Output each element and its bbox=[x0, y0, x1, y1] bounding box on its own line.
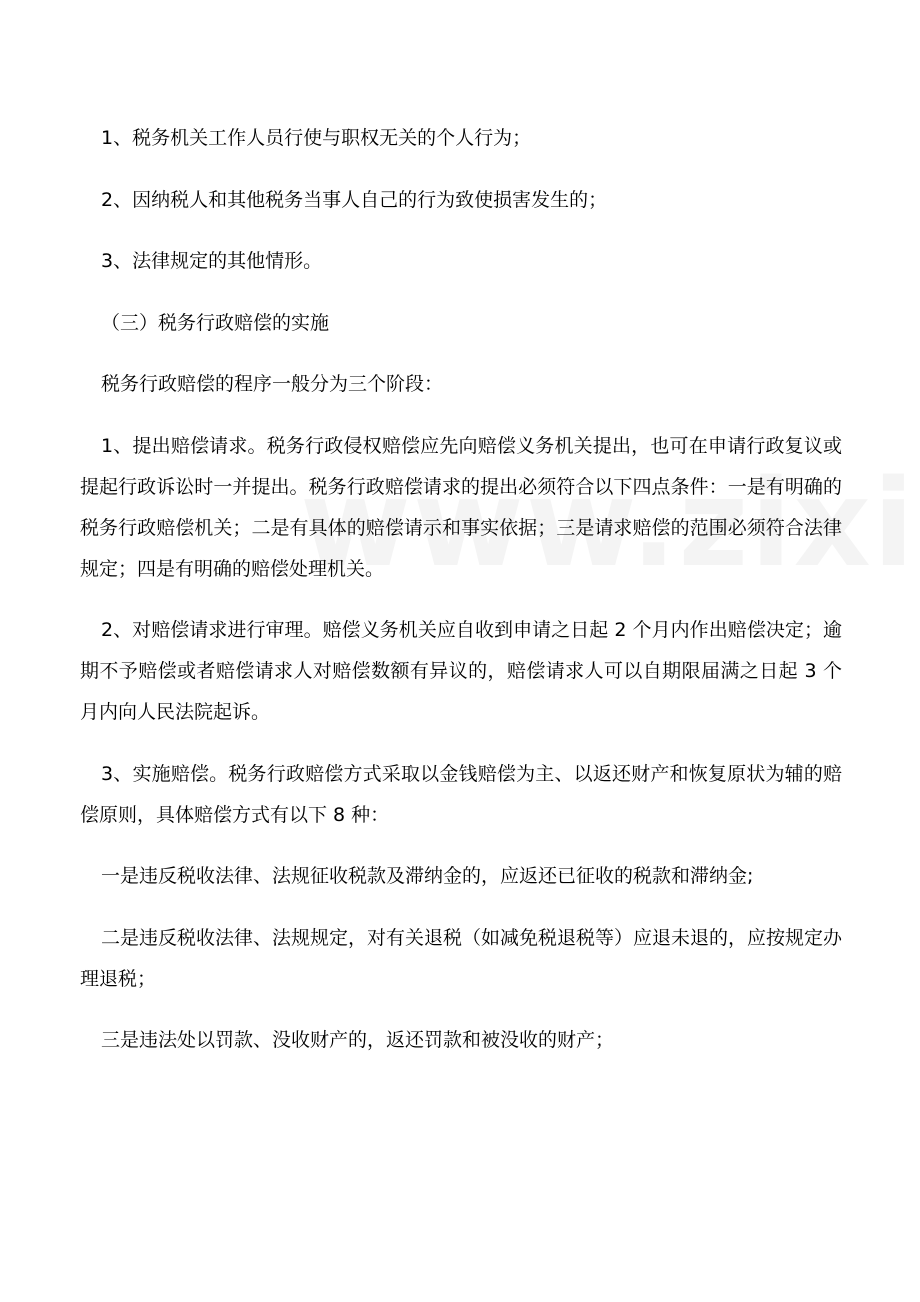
document-body bbox=[80, 118, 842, 1082]
paragraph-10: 二是违反税收法律、法规规定，对有关退税（如减免税退税等）应退未退的，应按规定办理退税； bbox=[80, 926, 843, 990]
paragraph-9: 一是违反税收法律、法规征收税款及滞纳金的，应返还已征收的税款和滞纳金; bbox=[101, 865, 754, 887]
paragraph-2: 2、因纳税人和其他税务当事人自己的行为致使损害发生的； bbox=[101, 188, 608, 211]
paragraph-7: 2、对赔偿请求进行审理。赔偿义务机关应自收到申请之日起 2 个月内作出赔偿决定；逾期不予赔偿或者赔偿请求人对赔偿数额有异议的，赔偿请求人可以自期限届满之日起 3 个月内向人民法院起诉。 bbox=[80, 619, 842, 723]
paragraph-6: 1、提出赔偿请求。税务行政侵权赔偿应先向赔偿义务机关提出，也可在申请行政复议或提起行政诉讼时一并提出。税务行政赔偿请求的提出必须符合以下四点条件：一是有明确的税务行政赔偿机关；二是有具体的赔偿请示和事实依据；三是请求赔偿的范围必须符合法律规定；四是有明确的赔偿处理机关。 bbox=[80, 434, 842, 580]
section-heading: （三）税务行政赔偿的实施 bbox=[101, 311, 330, 334]
paragraph-5: 税务行政赔偿的程序一般分为三个阶段： bbox=[101, 373, 444, 395]
paragraph-11: 三是违法处以罚款、没收财产的，返还罚款和被没收的财产； bbox=[101, 1029, 615, 1051]
paragraph-8: 3、实施赔偿。税务行政赔偿方式采取以金钱赔偿为主、以返还财产和恢复原状为辅的赔偿原则，具体赔偿方式有以下 8 种： bbox=[80, 762, 842, 826]
paragraph-1: 1、税务机关工作人员行使与职权无关的个人行为； bbox=[101, 127, 532, 149]
paragraph-3: 3、法律规定的其他情形。 bbox=[101, 250, 323, 272]
